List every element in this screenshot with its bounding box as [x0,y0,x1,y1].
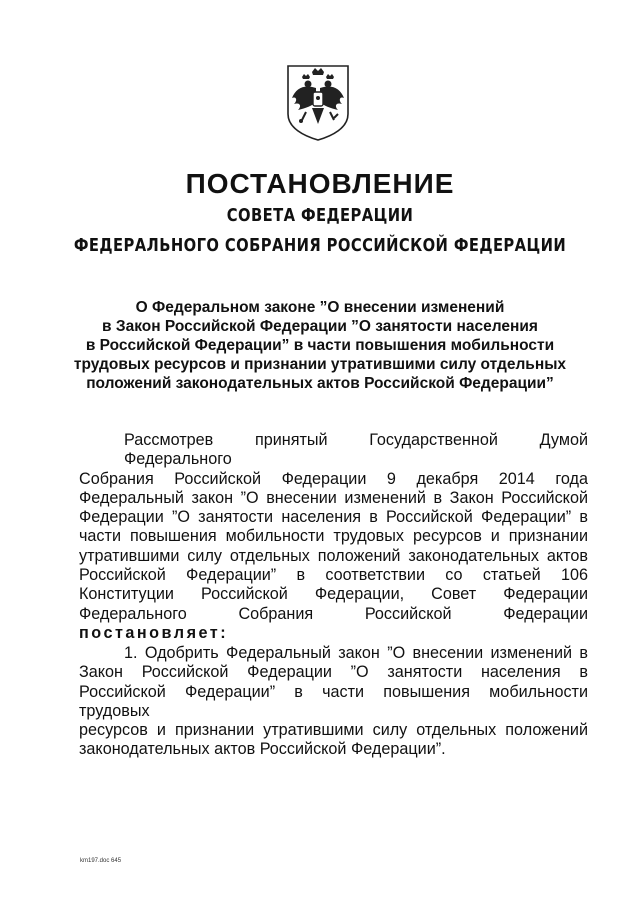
document-type-title: ПОСТАНОВЛЕНИЕ [185,168,455,199]
paragraph-line: части повышения мобильности трудовых ресурсов и признании [79,527,588,546]
resolution-title-line: положений законодательных актов Российской Федерации” [86,375,554,392]
clause-1-paragraph [79,644,588,760]
paragraph-line: Закон Российской Федерации ”О занятости населения в [79,663,588,682]
resolution-title-line: в Российской Федерации” в части повышения мобильности [85,337,555,354]
resolution-title-line: трудовых ресурсов и признании утратившими силу отдельных [73,356,567,373]
resolution-title [60,298,580,393]
document-code: km197.doc 645 [80,858,122,864]
resolution-title-line: О Федеральном законе ”О внесении изменений [135,299,505,316]
coat-of-arms-icon [282,62,354,142]
issuer-line-1: СОВЕТА ФЕДЕРАЦИИ [226,205,414,226]
resolution-title-line: в Закон Российской Федерации ”О занятости населения [102,318,538,335]
paragraph-line: Федерации ”О занятости населения в Российской Федерации” в [79,508,588,527]
paragraph-line: Конституции Российской Федерации, Совет Федерации [79,585,588,604]
paragraph-line: Рассмотрев принятый Государственной Думой Федерального [124,431,588,469]
paragraph-line: законодательных актов Российской Федерации”. [79,740,446,759]
paragraph-line: Федеральный закон ”О внесении изменений в Закон Российской [79,488,588,507]
preamble-paragraph [79,431,588,643]
paragraph-line: утратившими силу отдельных положений законодательных актов [79,546,588,565]
paragraph-line: Федерального Собрания Российской Федерации [79,604,588,623]
paragraph-line: 1. Одобрить Федеральный закон ”О внесении изменений в [124,644,588,662]
resolves-word: постановляет: [79,623,229,642]
issuer-line-2: ФЕДЕРАЛЬНОГО СОБРАНИЯ РОССИЙСКОЙ ФЕДЕРАЦИИ [73,235,567,256]
paragraph-line: ресурсов и признании утратившими силу отдельных положений [79,721,588,740]
paragraph-line: Российской Федерации” в части повышения мобильности трудовых [79,682,588,720]
paragraph-line: Собрания Российской Федерации 9 декабря 2014 года [79,469,588,488]
paragraph-line: Российской Федерации” в соответствии со статьей 106 [79,566,588,585]
